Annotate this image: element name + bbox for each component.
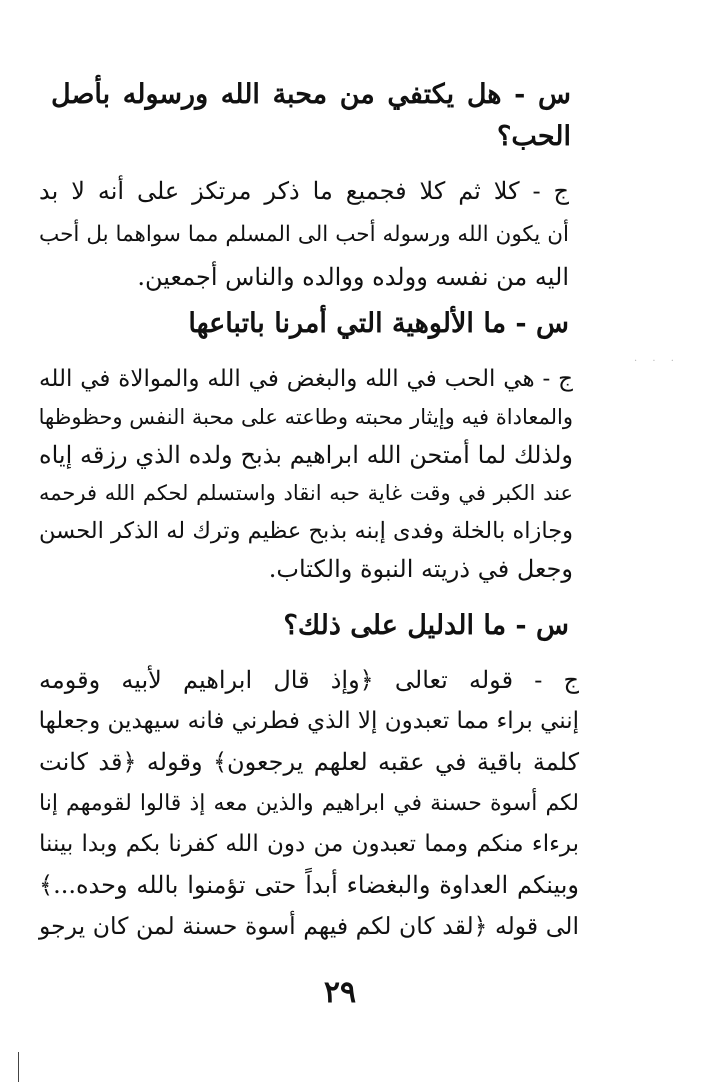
- question-1-line-1: س - هل يكتفي من محبة الله ورسوله بأصل: [51, 79, 571, 110]
- answer-3-line-4: لكم أسوة حسنة في ابراهيم والذين معه إذ قالوا لقومهم إنا: [39, 791, 579, 816]
- answer-3-line-2: إنني براء مما تعبدون إلا الذي فطرني فانه سيهدين وجعلها: [38, 708, 579, 734]
- answer-3-line-5: برءاء منكم ومما تعبدون من دون الله كفرنا بكم وبدا بيننا: [39, 831, 579, 857]
- question-3-line-1: س - ما الدليل على ذلك؟: [283, 610, 569, 641]
- answer-1-line-1: ج - كلا ثم كلا فجميع ما ذكر مرتكز على أنه لا بد: [39, 177, 569, 205]
- page-number: ٢٩: [323, 975, 357, 1010]
- question-1-line-2: الحب؟: [497, 121, 571, 152]
- answer-2-line-6: وجعل في ذريته النبوة والكتاب.: [268, 555, 573, 583]
- margin-rule: [18, 1052, 19, 1082]
- question-2-line-1: س - ما الألوهية التي أمرنا باتباعها: [188, 308, 569, 339]
- answer-1-line-3: اليه من نفسه وولده ووالده والناس أجمعين.: [137, 263, 569, 291]
- answer-3-line-6: وبينكم العداوة والبغضاء أبداً حتى تؤمنوا بالله وحده...﴾: [39, 871, 579, 899]
- answer-2: [39, 360, 573, 588]
- answer-2-line-2: والمعاداة فيه وإيثار محبته وطاعته على محبة النفس وحظوظها: [38, 405, 573, 429]
- answer-2-line-1: ج - هي الحب في الله والبغض في الله والموالاة في الله: [39, 366, 573, 392]
- question-2: [39, 302, 569, 346]
- answer-3-line-7: الى قوله ﴿لقد كان لكم فيهم أسوة حسنة لمن كان يرجو: [39, 912, 579, 940]
- question-1: [51, 74, 571, 158]
- answer-2-line-4: عند الكبر في وقت غاية حبه انقاد واستسلم لحكم الله فرحمه: [39, 481, 573, 505]
- answer-3: [39, 660, 579, 947]
- answer-2-line-5: وجازاه بالخلة وفدى إبنه بذبح عظيم وترك له الذكر الحسن: [39, 518, 573, 544]
- answer-1-line-2: أن يكون الله ورسوله أحب الى المسلم مما سواهما بل أحب: [39, 222, 569, 247]
- answer-2-line-3: ولذلك لما أمتحن الله ابراهيم بذبح ولده الذي رزقه إياه: [39, 441, 573, 469]
- answer-3-line-1: ج - قوله تعالى ﴿وإذ قال ابراهيم لأبيه وقومه: [39, 666, 579, 694]
- question-3: [39, 604, 569, 648]
- answer-3-line-3: كلمة باقية في عقبه لعلهم يرجعون﴾ وقوله ﴿قد كانت: [39, 748, 579, 776]
- margin-dots: · · ·: [634, 356, 680, 367]
- answer-1: [39, 170, 569, 299]
